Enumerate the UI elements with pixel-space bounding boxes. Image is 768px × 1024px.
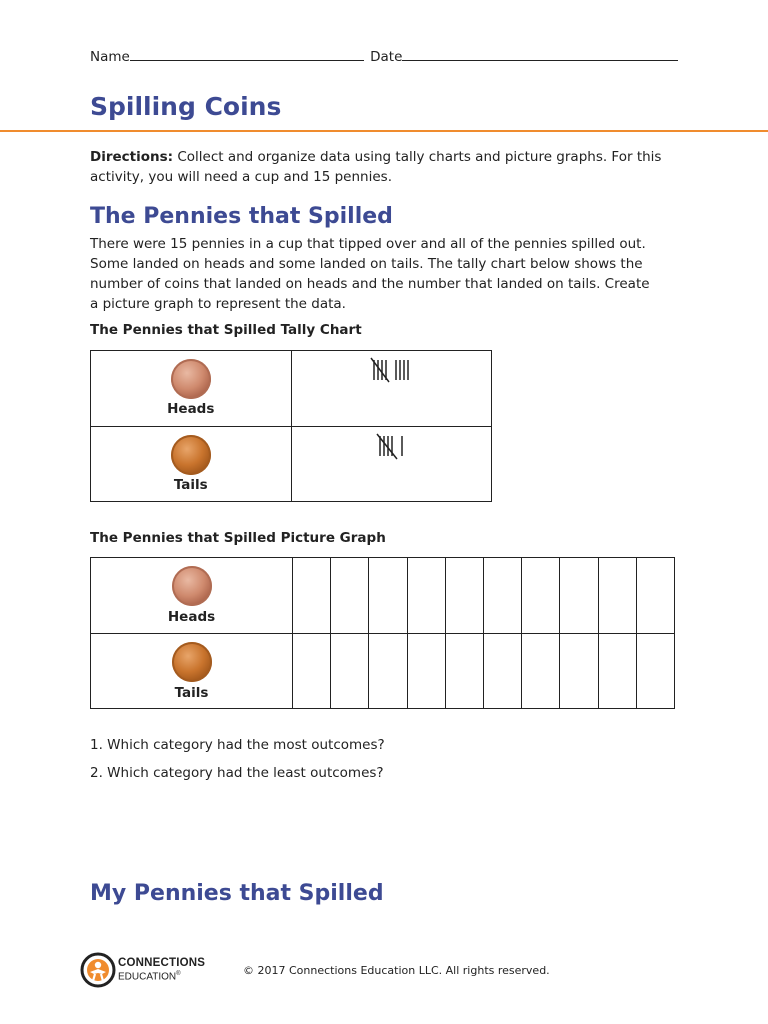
logo-line-1: CONNECTIONS bbox=[118, 957, 206, 969]
section-paragraph bbox=[90, 234, 690, 314]
graph-cell[interactable] bbox=[407, 634, 445, 709]
section-heading-my-pennies: My Pennies that Spilled bbox=[90, 881, 384, 906]
tally-marks-tails bbox=[376, 432, 416, 460]
copyright-text: © 2017 Connections Education LLC. All rights reserved. bbox=[243, 964, 550, 977]
graph-cell[interactable] bbox=[483, 558, 521, 634]
graph-cell[interactable] bbox=[293, 558, 331, 634]
graph-cell[interactable] bbox=[636, 634, 674, 709]
tally-marks-heads bbox=[370, 356, 420, 384]
tally-label-cell-heads bbox=[91, 351, 292, 427]
graph-cell[interactable] bbox=[445, 634, 483, 709]
penny-tails-icon bbox=[171, 435, 211, 475]
graph-label-cell-tails bbox=[91, 634, 293, 709]
registered-mark: ® bbox=[176, 971, 181, 977]
graph-cell[interactable] bbox=[522, 634, 560, 709]
row-label-tails: Tails bbox=[174, 685, 209, 701]
logo-wordmark bbox=[118, 958, 205, 982]
graph-label-cell-heads bbox=[91, 558, 293, 634]
graph-cell[interactable] bbox=[636, 558, 674, 634]
date-label: Date bbox=[370, 49, 403, 65]
directions-text-1: Collect and organize data using tally charts and picture graphs. For this bbox=[173, 149, 662, 165]
directions-label: Directions: bbox=[90, 149, 174, 165]
picture-graph bbox=[90, 557, 675, 709]
graph-cell[interactable] bbox=[331, 634, 369, 709]
directions bbox=[90, 147, 690, 187]
row-label-heads: Heads bbox=[167, 609, 216, 625]
graph-cell[interactable] bbox=[483, 634, 521, 709]
graph-cell[interactable] bbox=[522, 558, 560, 634]
name-date-line bbox=[90, 46, 678, 65]
graph-cell[interactable] bbox=[369, 634, 407, 709]
date-field[interactable] bbox=[402, 46, 678, 61]
graph-cell[interactable] bbox=[407, 558, 445, 634]
tally-label-cell-tails bbox=[91, 427, 292, 502]
question-2: 2. Which category had the least outcomes? bbox=[90, 765, 384, 781]
page-title: Spilling Coins bbox=[90, 92, 282, 121]
paragraph-line: Some landed on heads and some landed on tails. The tally chart below shows the bbox=[90, 256, 643, 272]
graph-cell[interactable] bbox=[560, 634, 598, 709]
logo-line-2-text: EDUCATION bbox=[118, 971, 177, 983]
directions-text-2: activity, you will need a cup and 15 pennies. bbox=[90, 169, 392, 185]
penny-tails-icon bbox=[172, 642, 212, 682]
graph-cell[interactable] bbox=[560, 558, 598, 634]
table-row bbox=[91, 351, 492, 427]
graph-cell[interactable] bbox=[369, 558, 407, 634]
title-divider bbox=[0, 130, 768, 132]
name-field[interactable] bbox=[130, 46, 364, 61]
question-1: 1. Which category had the most outcomes? bbox=[90, 737, 385, 753]
table-row bbox=[91, 558, 675, 634]
tally-cell-tails bbox=[291, 427, 492, 502]
graph-cell[interactable] bbox=[598, 634, 636, 709]
graph-cell[interactable] bbox=[445, 558, 483, 634]
row-label-heads: Heads bbox=[167, 401, 215, 417]
paragraph-line: There were 15 pennies in a cup that tipped over and all of the pennies spilled out. bbox=[90, 236, 646, 252]
tally-chart-caption: The Pennies that Spilled Tally Chart bbox=[90, 322, 362, 338]
connections-education-logo-icon bbox=[80, 952, 116, 988]
penny-heads-icon bbox=[171, 359, 211, 399]
graph-cell[interactable] bbox=[293, 634, 331, 709]
paragraph-line: number of coins that landed on heads and the number that landed on tails. Create bbox=[90, 276, 650, 292]
logo-line-2 bbox=[118, 969, 205, 982]
name-label: Name bbox=[90, 49, 130, 65]
row-label-tails: Tails bbox=[173, 477, 208, 493]
graph-cell[interactable] bbox=[598, 558, 636, 634]
tally-chart bbox=[90, 350, 492, 502]
section-heading-pennies-spilled: The Pennies that Spilled bbox=[90, 204, 393, 229]
paragraph-line: a picture graph to represent the data. bbox=[90, 296, 346, 312]
table-row bbox=[91, 427, 492, 502]
penny-heads-icon bbox=[172, 566, 212, 606]
picture-graph-caption: The Pennies that Spilled Picture Graph bbox=[90, 530, 386, 546]
table-row bbox=[91, 634, 675, 709]
tally-cell-heads bbox=[291, 351, 492, 427]
graph-cell[interactable] bbox=[331, 558, 369, 634]
